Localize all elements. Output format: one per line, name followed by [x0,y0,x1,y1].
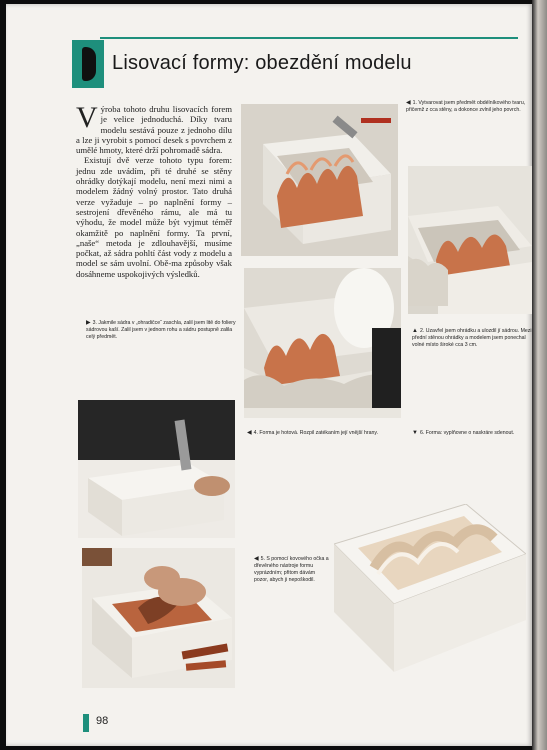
photo-step-5 [82,548,235,688]
photo-step-2 [408,166,532,314]
photo-step-6 [334,504,526,672]
caption-4: ◀ 4. Forma je hotová. Rozpil zatékaním její vnější hrany. [247,430,379,436]
photo-step-4 [78,400,235,538]
photo-step-1 [241,104,398,256]
caption-5: ◀ 5. S pomocí kovového očka a dřevěného nástroje formu vyprázdním; přitom dávám pozor, abych ji nepoškodil. [254,556,329,583]
photo-step-3 [244,268,401,418]
paragraph-1-text: ýroba tohoto druhu lisovacích forem je velice jednoduchá. Díky tvaru modelu sestává pouze z jednoho dílu a lze ji vyrobit s pomocí desek s povrchem z umělé hmoty, které drží pohromadě sádra. [76,104,232,156]
paragraph-2: Existují dvě verze tohoto typu forem: jednu zde uvádím, při té druhé se stěny ohrádky dotýkají modelu, není mezi nimi a modelem žádný volný prostor. Tato druhá verze vyžaduje – po naplnění formy – sestrojení dřevěného rámu, ale má tu výhodu, že model může být vyjmut téměř okamžitě po naplnění formy. Ta první, „naše“ metoda je zdlouhavější, musíme počkat, až sádra pohltí část vody z modelu a model se sám uvolní. Obě-ma způsoby však dosáhneme uspokojivých výsledků. [76,155,232,279]
page-title: Lisovací formy: obezdění modelu [112,52,412,74]
header-rule [100,37,518,39]
caption-3: ▶ 3. Jakmile sádra v „ohradičce“ zaschla, zalil jsem litě do foliery sádrovou kaší. Zalil jsem v jednom rohu a sádru postupně zalila celý předmět. [86,320,236,340]
page-number-marker [83,714,89,732]
chapter-logo [72,40,104,88]
page-number: 98 [96,715,109,727]
caption-2: ▲ 2. Uzavřel jsem ohrádku a ulozdil jí sádrou. Mezi přední stěnou ohrádky a modelem jsem ponechal volné místo široké cca 3 cm. [412,328,532,348]
drop-cap: V [76,101,98,134]
body-text [76,101,232,279]
caption-1: ◀ 1. Vytvarovat jsem předmět obdélníkového tvaru, přičemž z cca stěny, a dokonce zvlnil jeho povrch. [406,100,526,113]
paragraph-1 [76,101,232,156]
next-page-edge [532,0,547,750]
caption-6: ▼ 6. Forma: vyplňovne o naskráre sdenout. [412,430,515,436]
